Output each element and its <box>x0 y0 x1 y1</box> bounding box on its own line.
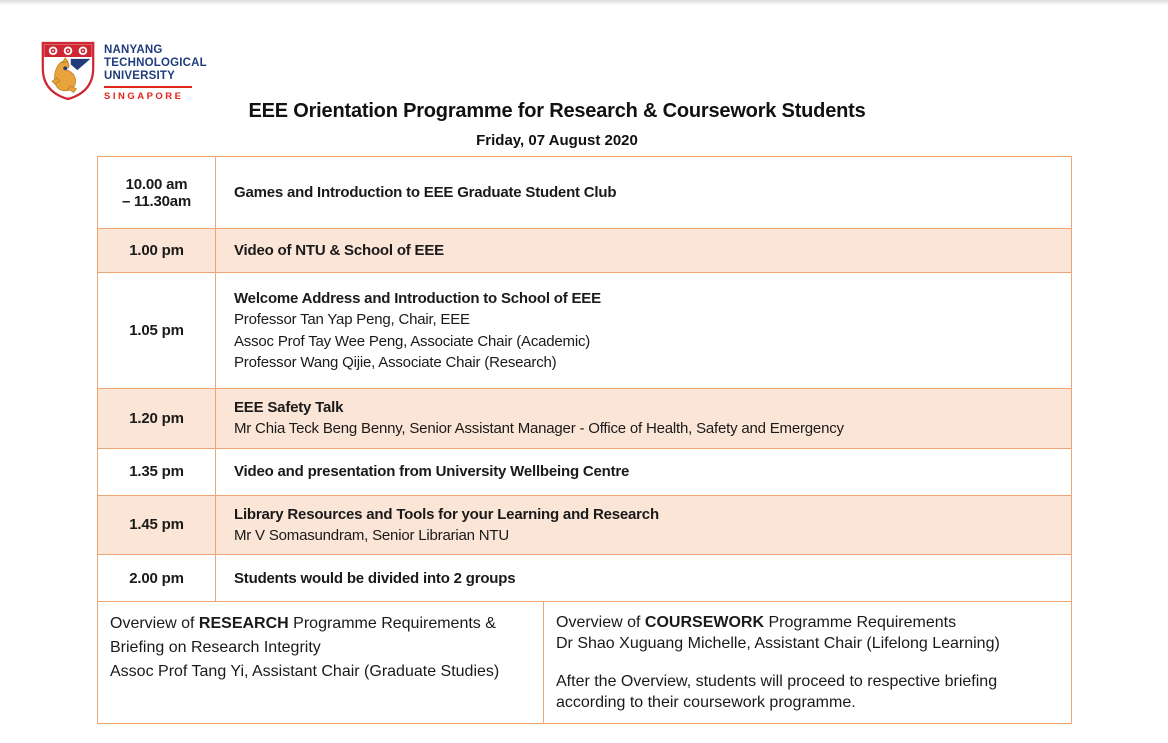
coursework-overview-text <box>556 612 1059 633</box>
logo-line-nanyang: NANYANG <box>104 44 163 56</box>
research-speaker: Assoc Prof Tang Yi, Assistant Chair (Graduate Studies) <box>110 663 500 680</box>
coursework-emphasis: COURSEWORK <box>644 614 765 631</box>
table-row <box>98 389 1071 449</box>
time-value: 2.00 pm <box>129 570 184 588</box>
table-row <box>98 273 1071 389</box>
event-cell <box>216 449 1071 495</box>
text-segment: Programme Requirements <box>764 614 957 631</box>
research-group-cell <box>98 602 544 723</box>
ntu-logo <box>40 40 207 102</box>
page-title: EEE Orientation Programme for Research & Coursework Students <box>248 100 866 122</box>
time-value: 1.00 pm <box>129 242 184 259</box>
event-cell <box>216 389 1071 448</box>
time-cell <box>98 157 216 228</box>
time-cell <box>98 273 216 388</box>
time-value: 1.35 pm <box>129 463 184 481</box>
table-row <box>98 496 1071 556</box>
event-speaker: Assoc Prof Tay Wee Peng, Associate Chair (Academic) <box>234 332 591 350</box>
time-value-end: – 11.30am <box>121 192 192 210</box>
event-cell <box>216 229 1071 272</box>
table-row <box>98 555 1071 602</box>
time-cell <box>98 496 216 555</box>
time-cell <box>98 555 216 602</box>
research-emphasis: RESEARCH <box>198 615 289 632</box>
event-speaker: Professor Wang Qijie, Associate Chair (Research) <box>234 353 557 371</box>
event-speaker: Mr Chia Teck Beng Benny, Senior Assistant Manager - Office of Health, Safety and Emergency <box>234 420 844 438</box>
event-cell <box>216 273 1071 388</box>
event-cell <box>216 555 1071 602</box>
time-cell <box>98 229 216 272</box>
ntu-logo-text <box>104 40 207 102</box>
ntu-crest-icon <box>40 40 96 102</box>
time-cell <box>98 449 216 495</box>
coursework-speaker: Dr Shao Xuguang Michelle, Assistant Chair (Lifelong Learning) <box>556 635 1000 653</box>
table-row <box>98 229 1071 273</box>
time-value: 10.00 am <box>125 175 188 193</box>
event-speaker: Mr V Somasundram, Senior Librarian NTU <box>234 526 509 544</box>
event-cell <box>216 496 1071 555</box>
logo-singapore-label: SINGAPORE <box>104 91 184 102</box>
time-value: 1.45 pm <box>129 516 184 534</box>
breakout-table <box>97 601 1072 724</box>
event-title: Students would be divided into 2 groups <box>234 570 516 588</box>
event-title: Video and presentation from University Wellbeing Centre <box>234 462 630 480</box>
text-segment: Programme Requirements & Briefing on Research Integrity <box>110 615 496 656</box>
event-cell <box>216 157 1071 228</box>
event-title: EEE Safety Talk <box>234 399 344 416</box>
logo-line-technological: TECHNOLOGICAL <box>104 57 207 69</box>
event-title: Video of NTU & School of EEE <box>234 241 444 259</box>
event-date: Friday, 07 August 2020 <box>476 132 638 149</box>
event-title: Welcome Address and Introduction to School of EEE <box>234 289 601 307</box>
page-top-shadow <box>0 0 1168 5</box>
event-speaker: Professor Tan Yap Peng, Chair, EEE <box>234 311 470 329</box>
event-title: Games and Introduction to EEE Graduate Student Club <box>234 183 617 201</box>
schedule-table <box>97 156 1072 603</box>
document-header <box>97 100 1017 149</box>
logo-divider <box>104 86 192 88</box>
table-row <box>98 157 1071 229</box>
time-cell <box>98 389 216 448</box>
time-value: 1.20 pm <box>129 409 184 427</box>
research-overview-text <box>110 612 531 660</box>
time-value: 1.05 pm <box>129 322 184 339</box>
logo-line-university: UNIVERSITY <box>104 70 176 82</box>
text-segment: Overview of <box>110 615 199 632</box>
text-segment: Overview of <box>556 614 645 631</box>
coursework-group-cell <box>544 602 1071 723</box>
table-row <box>98 449 1071 496</box>
coursework-note: After the Overview, students will proceed to respective briefing according to their coursework programme. <box>556 673 998 712</box>
event-title: Library Resources and Tools for your Learning and Research <box>234 505 659 523</box>
